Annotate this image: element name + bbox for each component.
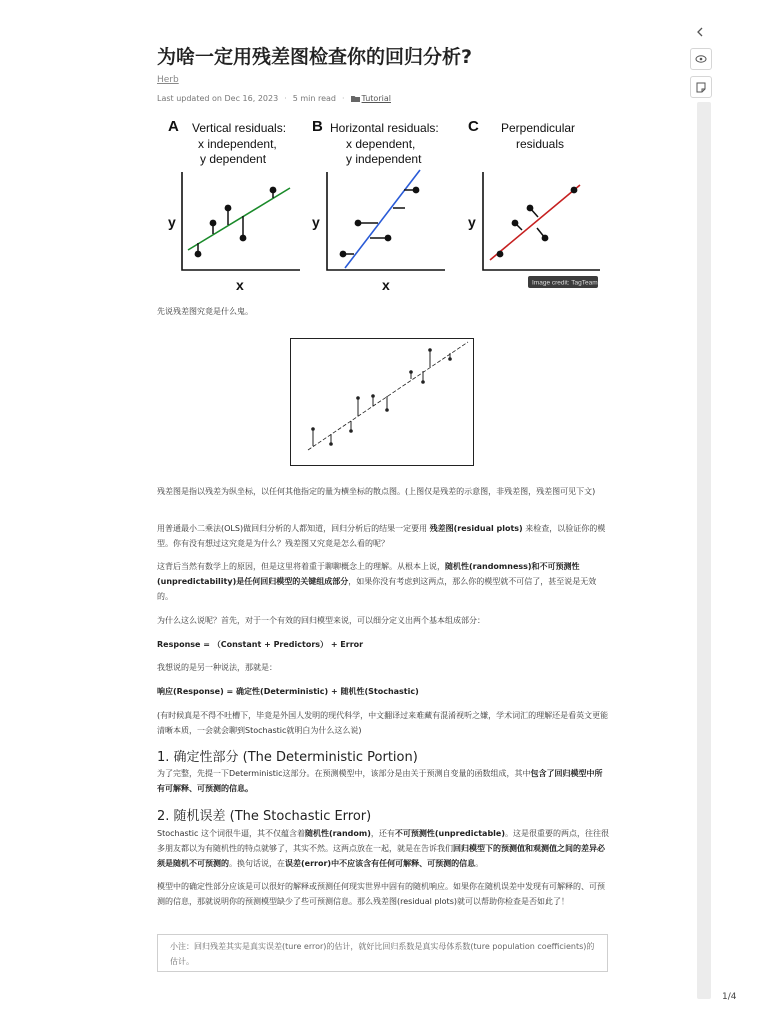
panel-caption-line: x dependent, [346, 137, 416, 151]
page-title: 为啥一定用残差图检查你的回归分析? [157, 46, 473, 68]
paragraph: 为了完整，先提一下Deterministic这部分。在预测模型中，该部分是由关于预测自变量的函数组成，其中包含了回归模型中所有可解释、可预测的信息。 [157, 769, 603, 793]
y-axis-label: y [468, 214, 476, 230]
panel-caption-line: x independent, [198, 137, 277, 151]
emphasis: 残差图(residual plots) [429, 524, 523, 533]
paragraph: 用普通最小二乘法(OLS)做回归分析的人都知道，回归分析后的结果一定要用 残差图(residual plots) 来检查，以验证你的模型。你有没有想过这究竟是为什么？残差图又究竟是怎么看的呢？ [157, 524, 606, 548]
y-axis-label: y [168, 214, 176, 230]
read-time: 5 min read [292, 93, 336, 103]
meta-separator: · [342, 93, 345, 103]
panel-letter: B [312, 118, 323, 135]
regression-line [345, 170, 420, 268]
note-button[interactable] [690, 76, 712, 98]
category-link[interactable]: Tutorial [361, 93, 391, 103]
panel-caption-line: residuals [516, 137, 565, 151]
panel-caption-line: y independent [346, 152, 422, 166]
image-credit: Image credit: TagTeam [532, 279, 598, 287]
regression-line [490, 185, 580, 260]
paragraph: (有时候真是不得不吐槽下，毕竟是外国人发明的现代科学，中文翻译过来难藏有混淆视听之嫌，学术词汇的理解还是看英文更能清晰本质，一会就会聊到Stochastic就明白为什么这么说) [157, 711, 609, 735]
regression-diagram [290, 338, 474, 466]
panel-a [168, 118, 300, 293]
panel-letter: A [168, 118, 179, 135]
paragraph: 我想说的是另一种说法，那就是： [157, 663, 277, 672]
folder-icon [351, 95, 360, 102]
side-toolbar [690, 22, 712, 104]
collapse-button[interactable] [690, 22, 710, 42]
panel-caption-line: Vertical residuals: [192, 121, 287, 135]
x-axis-label: x [382, 277, 390, 293]
panel-caption-line: Horizontal residuals: [330, 121, 439, 135]
scrollbar[interactable] [697, 102, 711, 999]
meta-separator: · [284, 93, 287, 103]
y-axis-label: y [312, 214, 320, 230]
updated-date: Last updated on Dec 16, 2023 [157, 93, 279, 103]
panel-caption-line: y dependent [200, 152, 267, 166]
page-indicator: 1/4 [722, 992, 737, 1002]
author-link[interactable]: Herb [157, 75, 179, 85]
note-icon [696, 82, 706, 93]
paragraph: 模型中的确定性部分应该是可以很好的解释或预测任何现实世界中固有的随机响应。如果你在随机误差中发现有可解释的、可预测的信息，那就说明你的预测模型缺少了些可预测信息。那么残差图(residual plots)就可以帮助你检查是否如此了！ [157, 882, 605, 906]
section-heading: 2. 随机误差 (The Stochastic Error) [157, 809, 372, 824]
regression-line [188, 188, 290, 250]
emphasis: 随机性(randomness)和不可预测性(unpredictability)是任何回归模型的关键组成部分 [157, 562, 580, 586]
note-box: 小注：回归残差其实是真实误差(ture error)的估计，就好比回归系数是真实母体系数(ture population coefficients)的估计。 [157, 934, 608, 972]
residuals-figure [160, 112, 605, 296]
paragraph: 残差图是指以残差为纵坐标，以任何其他指定的量为横坐标的散点图。(上图仅是残差的示意图，非残差图，残差图可见下文) [157, 487, 596, 496]
paragraph: 这背后当然有数学上的原因，但是这里将着重于聊聊概念上的理解。从根本上说，随机性(randomness)和不可预测性(unpredictability)是任何回归模型的关键组成部分，如果你没有考虑到这两点，那么你的模型就不可信了，甚至说是无效的。 [157, 562, 597, 601]
panel-c [468, 118, 600, 288]
view-button[interactable] [690, 48, 712, 70]
emphasis: 包含了回归模型中所有可解释、可预测的信息。 [157, 769, 603, 793]
panel-b [312, 118, 445, 293]
paragraph: 为什么这么说呢？首先，对于一个有效的回归模型来说，可以细分定义出两个基本组成部分： [157, 616, 485, 625]
eye-icon [695, 54, 707, 64]
residual-segments [515, 208, 545, 238]
paragraph: Stochastic 这个词很牛逼，其不仅蕴含着随机性(random)，还有不可预测性(unpredictable)。这是很重要的两点，往往很多朋友都以为有随机性的特点就够了，其实不然。这两点放在一起，就是在告诉我们回归模型下的预测值和观测值之间的差异必须是随机不可预测的。换句话说，在误差(error)中不应该含有任何可解释、可预测的信息。 [157, 829, 610, 868]
post-meta [157, 91, 609, 105]
panel-letter: C [468, 118, 479, 135]
chevron-left-icon [696, 27, 704, 37]
formula: Response = （Constant + Predictors） + Error [157, 640, 364, 649]
panel-caption-line: Perpendicular [501, 121, 576, 135]
section-heading: 1. 确定性部分 (The Deterministic Portion) [157, 750, 418, 765]
formula: 响应(Response) = 确定性(Deterministic) + 随机性(Stochastic) [157, 687, 419, 696]
article-header [157, 43, 609, 105]
x-axis-label: x [236, 277, 244, 293]
intro-paragraph: 先说残差图究竟是什么鬼。 [157, 307, 253, 316]
